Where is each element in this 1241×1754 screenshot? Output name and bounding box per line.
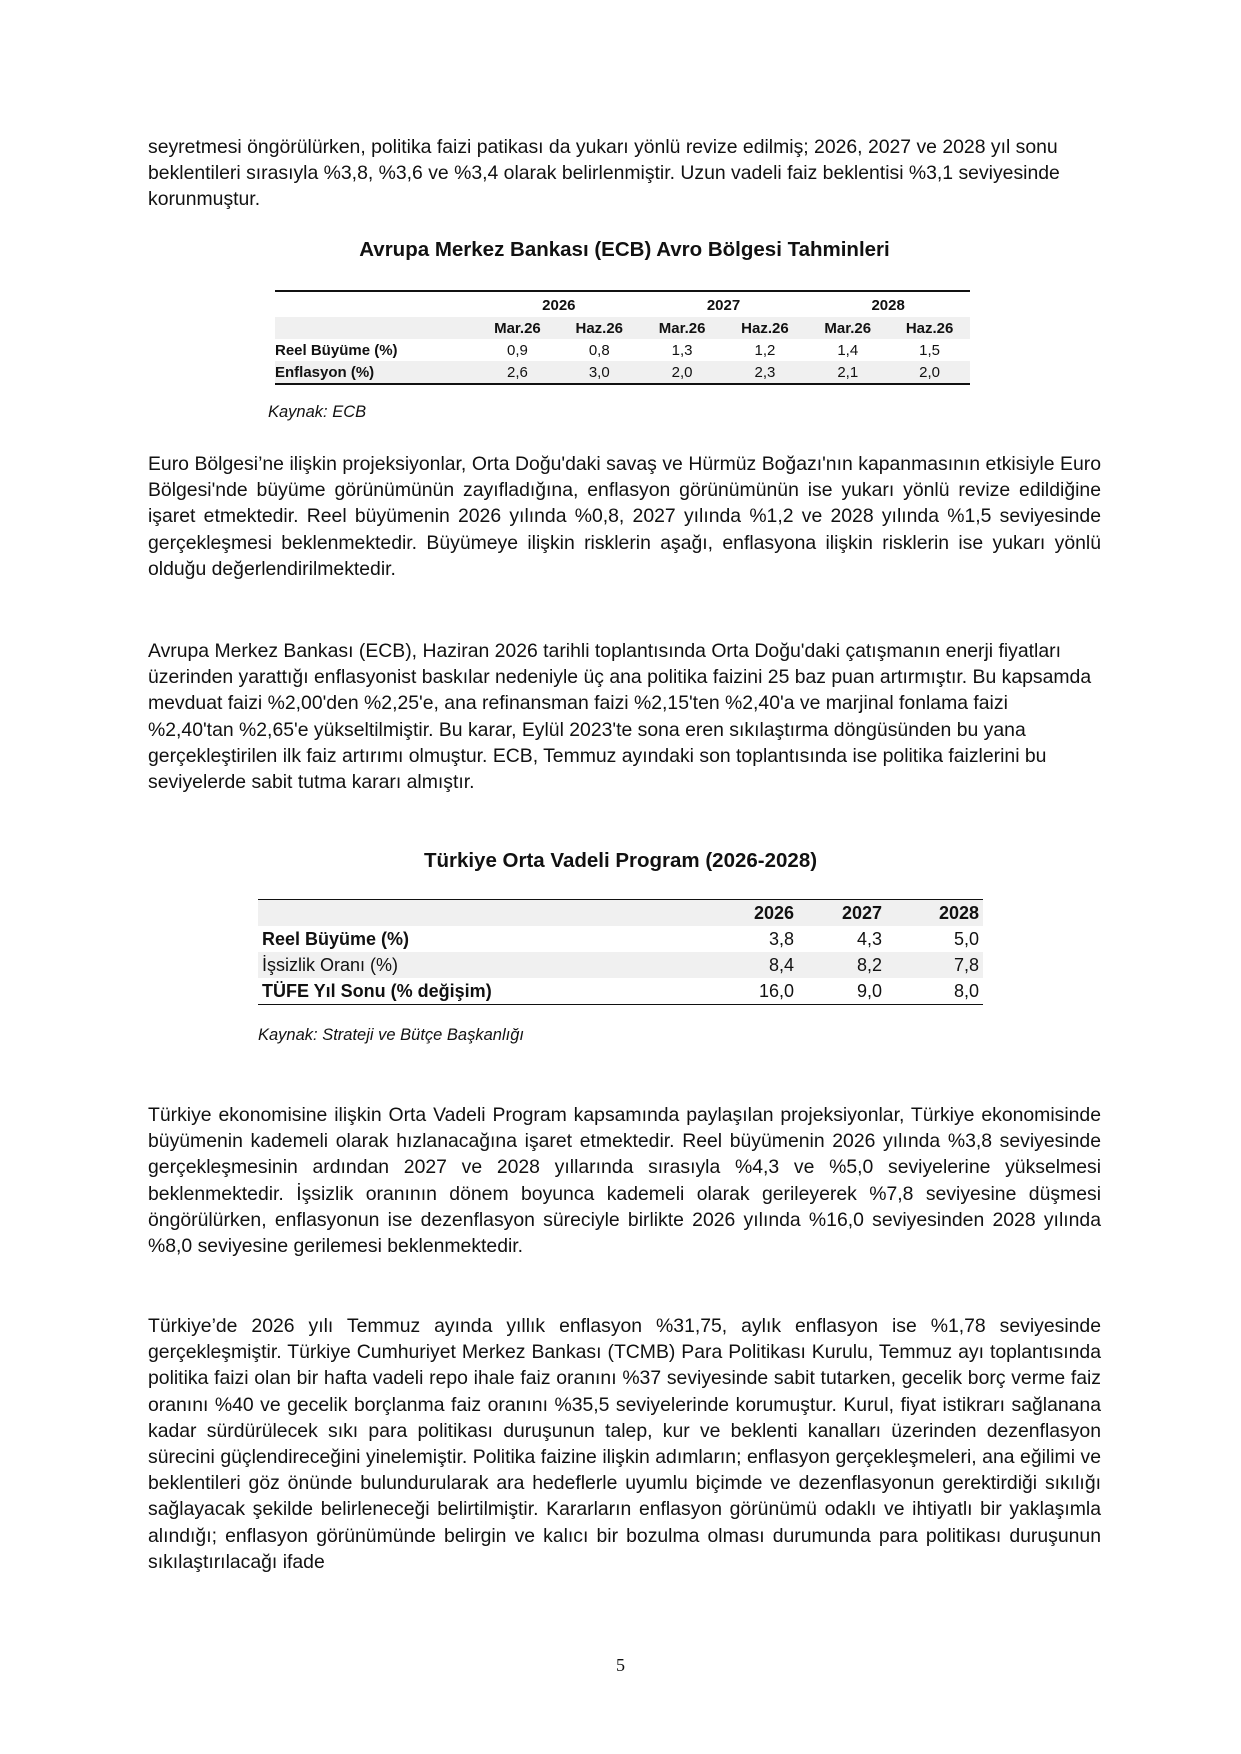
- table-cell: 4,3: [856, 928, 882, 949]
- page-number: 5: [616, 1655, 625, 1675]
- table-cell: 3,8: [768, 928, 794, 949]
- ecb-table-source: Kaynak: ECB: [268, 403, 367, 421]
- year-header: 2026: [698, 900, 798, 927]
- paragraph-ecb-decision: Avrupa Merkez Bankası (ECB), Haziran 2026 tarihli toplantısında Orta Doğu'daki çatışmanın enerji fiyatları üzerinden yarattığı enflasyonist baskılar nedeniyle üç ana politika faizini 25 baz puan artırmıştır. Bu kapsamda mevduat faizi %2,00'den %2,25'e, ana refinansman faizi %2,15'ten %2,40'a ve marjinal fonlama faizi %2,40'tan %2,65'e yükseltilmiştir. Bu karar, Eylül 2023'te sona eren sıkılaştırma döngüsünden bu yana gerçekleştirilen ilk faiz artırımı olmuştur. ECB, Temmuz ayındaki son toplantısında ise politika faizlerini bu seviyelerde sabit tutma kararı almıştır.: [148, 640, 1092, 794]
- row-label: Enflasyon (%): [275, 361, 477, 384]
- table-cell: 9,0: [798, 978, 886, 1005]
- table-row: [258, 926, 983, 952]
- year-header: 2026: [477, 291, 641, 317]
- ovp-table-source: Kaynak: Strateji ve Bütçe Başkanlığı: [258, 1026, 524, 1044]
- paragraph-policy-rate-path: seyretmesi öngörülürken, politika faizi patikası da yukarı yönlü revize edilmiş; 2026, 2027 ve 2028 yıl sonu beklentileri sırasıyla %3,8, %3,6 ve %3,4 olarak belirlenmiştir. Uzun vadeli faiz beklentisi %3,1 seviyesinde korunmuştur.: [148, 136, 1060, 211]
- period-header: Mar.26: [641, 317, 724, 339]
- ovp-projection-table: [258, 899, 983, 1005]
- table-header-periods: [275, 317, 970, 339]
- ecb-forecast-table: [275, 290, 970, 385]
- period-header: Haz.26: [889, 317, 970, 339]
- table-cell: 2,3: [724, 361, 807, 384]
- table-row: [275, 361, 970, 384]
- year-header: 2028: [886, 900, 983, 927]
- table-cell: 0,9: [507, 341, 528, 359]
- period-header: Mar.26: [477, 317, 558, 339]
- year-header: 2027: [798, 900, 886, 927]
- year-header: 2027: [641, 291, 807, 317]
- table-cell: 0,8: [588, 341, 610, 359]
- table-cell: 2,0: [889, 361, 970, 384]
- table-cell: 8,4: [698, 952, 798, 978]
- period-header: Haz.26: [558, 317, 641, 339]
- ecb-table-title: Avrupa Merkez Bankası (ECB) Avro Bölgesi Tahminleri: [359, 238, 890, 261]
- row-label: Reel Büyüme (%): [275, 341, 398, 359]
- table-cell: 7,8: [886, 952, 983, 978]
- table-cell: 8,2: [798, 952, 886, 978]
- paragraph-euro-projections: Euro Bölgesi’ne ilişkin projeksiyonlar, Orta Doğu'daki savaş ve Hürmüz Boğazı'nın kapanmasının etkisiyle Euro Bölgesi'nde büyüme görünümünün zayıfladığına, enflasyon görünümünün ise yukarı yönlü revize edildiğine işaret etmektedir. Reel büyümenin 2026 yılında %0,8, 2027 yılında %1,2 ve 2028 yılında %1,5 seviyesinde gerçekleşmesi beklenmektedir. Büyümeye ilişkin risklerin aşağı, enflasyona ilişkin risklerin ise yukarı yönlü olduğu değerlendirilmektedir.: [148, 453, 1101, 580]
- table-cell: 16,0: [698, 978, 798, 1005]
- paragraph-turkey-inflation: Türkiye’de 2026 yılı Temmuz ayında yıllık enflasyon %31,75, aylık enflasyon ise %1,78 seviyesinde gerçekleşmiştir. Türkiye Cumhuriyet Merkez Bankası (TCMB) Para Politikası Kurulu, Temmuz ayı toplantısında politika faizi olan bir hafta vadeli repo ihale faiz oranını %37 seviyesinde sabit tutarken, gecelik borç verme faiz oranını %40 ve gecelik borçlanma faiz oranını %35,5 seviyelerinde korumuştur. Kurul, fiyat istikrarı sağlanana kadar sürdürülecek sıkı para politikası duruşunun talep, kur ve beklenti kanalları üzerinden dezenflasyon sürecini güçlendireceğini yinelemiştir. Politika faizine ilişkin adımların; enflasyon gerçekleşmeleri, ana eğilimi ve beklentileri göz önünde bulundurularak ara hedeflerle uyumlu biçimde ve dezenflasyonun gerektirdiği sıkılığı sağlayacak şekilde belirleneceği belirtilmiştir. Kararların enflasyon görünümü odaklı ve ihtiyatlı bir yaklaşımla alındığı; enflasyon görünümünde belirgin ve kalıcı bir bozulma olması durumunda para politikası duruşunun sıkılaştırılacağı ifade: [148, 1315, 1101, 1573]
- paragraph-turkey-ovp: Türkiye ekonomisine ilişkin Orta Vadeli Program kapsamında paylaşılan projeksiyonlar, Türkiye ekonomisinde büyümenin kademeli olarak hızlanacağına işaret etmektedir. Reel büyümenin 2026 yılında %3,8 seviyesinde gerçekleşmesinin ardından 2027 ve 2028 yıllarında sırasıyla %4,3 ve %5,0 seviyelerine yükselmesi beklenmektedir. İşsizlik oranının dönem boyunca kademeli olarak gerileyerek %7,8 seviyesine düşmesi öngörülürken, enflasyonun ise dezenflasyon süreciyle birlikte 2026 yılında %16,0 seviyesinden 2028 yılında %8,0 seviyesine gerilemesi beklenmektedir.: [148, 1104, 1101, 1258]
- ovp-table-title: Türkiye Orta Vadeli Program (2026-2028): [423, 849, 818, 872]
- period-header: Mar.26: [806, 317, 889, 339]
- table-cell: 1,3: [671, 341, 693, 359]
- table-row: [275, 339, 970, 361]
- table-row: [258, 978, 983, 1005]
- table-cell: 1,2: [754, 341, 776, 359]
- table-cell: 3,0: [558, 361, 641, 384]
- row-label: Reel Büyüme (%): [262, 928, 410, 949]
- row-label: İşsizlik Oranı (%): [258, 952, 698, 978]
- table-cell: 1,5: [919, 341, 940, 359]
- table-cell: 2,1: [806, 361, 889, 384]
- table-cell: 2,0: [641, 361, 724, 384]
- table-cell: 8,0: [886, 978, 983, 1005]
- table-cell: 5,0: [953, 928, 979, 949]
- year-header: 2028: [806, 291, 970, 317]
- table-cell: 1,4: [837, 341, 859, 359]
- table-row: [258, 952, 983, 978]
- row-label: TÜFE Yıl Sonu (% değişim): [258, 978, 698, 1005]
- table-cell: 2,6: [477, 361, 558, 384]
- period-header: Haz.26: [724, 317, 807, 339]
- table-header-years: [275, 291, 970, 317]
- table-header-years: [258, 900, 983, 927]
